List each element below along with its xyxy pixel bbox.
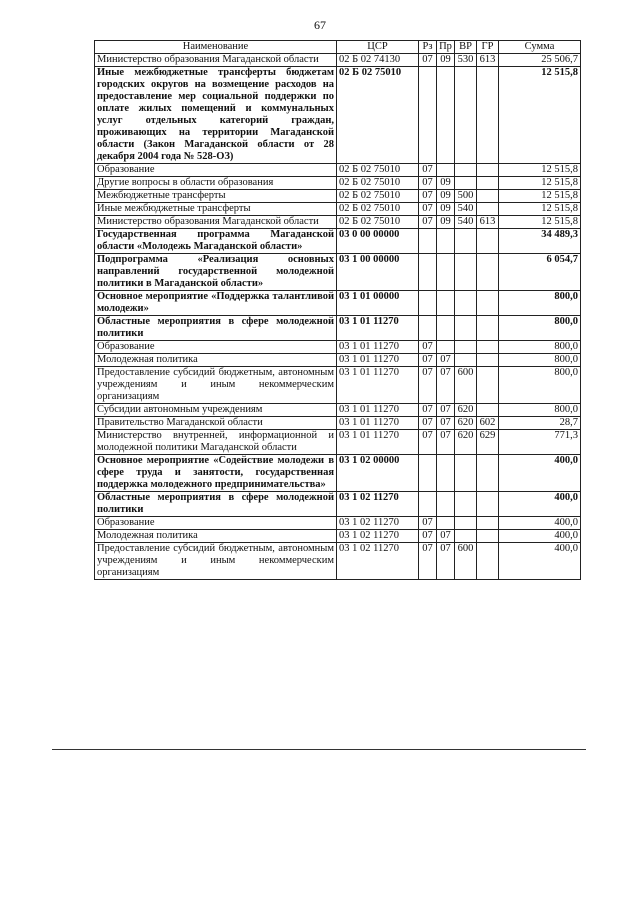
cell-gr: [477, 67, 499, 164]
footer-rule: [52, 749, 586, 750]
cell-name: Иные межбюджетные трансферты бюджетам городских округов на возмещение расходов на предоставление мер социальной поддержки по оплате жилых помещений и коммунальных услуг отдельных категорий граждан, проживающих на территории Магаданской области (Закон Магаданской области от 28 декабря 2004 года № 528-ОЗ): [95, 67, 337, 164]
table-row: [95, 254, 581, 291]
cell-vr: 540: [455, 203, 477, 216]
cell-gr: [477, 291, 499, 316]
cell-name: Министерство внутренней, информационной и молодежной политики Магаданской области: [95, 430, 337, 455]
cell-sum: 12 515,8: [499, 67, 581, 164]
table-row: [95, 190, 581, 203]
cell-name: Иные межбюджетные трансферты: [95, 203, 337, 216]
cell-gr: [477, 341, 499, 354]
column-header-pr: Пр: [437, 41, 455, 54]
cell-pr: 09: [437, 216, 455, 229]
cell-pr: [437, 316, 455, 341]
cell-rz: 07: [419, 543, 437, 580]
page-number: 67: [314, 18, 326, 32]
cell-csr: 02 Б 02 75010: [337, 177, 419, 190]
cell-rz: [419, 291, 437, 316]
cell-gr: [477, 543, 499, 580]
table-row: [95, 354, 581, 367]
cell-name: Подпрограмма «Реализация основных направлений государственной молодежной политики в Магаданской области»: [95, 254, 337, 291]
cell-csr: 03 0 00 00000: [337, 229, 419, 254]
cell-gr: [477, 367, 499, 404]
cell-gr: 602: [477, 417, 499, 430]
cell-pr: [437, 254, 455, 291]
column-header-csr: ЦСР: [337, 41, 419, 54]
cell-rz: [419, 229, 437, 254]
cell-csr: 03 1 01 11270: [337, 404, 419, 417]
cell-sum: 34 489,3: [499, 229, 581, 254]
cell-gr: [477, 254, 499, 291]
cell-csr: 03 1 02 11270: [337, 543, 419, 580]
cell-sum: 12 515,8: [499, 203, 581, 216]
cell-rz: [419, 316, 437, 341]
cell-rz: 07: [419, 190, 437, 203]
cell-name: Предоставление субсидий бюджетным, автономным учреждениям и иным некоммерческим организациям: [95, 543, 337, 580]
cell-rz: 07: [419, 164, 437, 177]
cell-gr: [477, 177, 499, 190]
cell-gr: 613: [477, 216, 499, 229]
cell-name: Молодежная политика: [95, 354, 337, 367]
cell-rz: 07: [419, 430, 437, 455]
cell-gr: [477, 203, 499, 216]
cell-vr: [455, 530, 477, 543]
cell-name: Образование: [95, 517, 337, 530]
cell-pr: [437, 67, 455, 164]
cell-gr: [477, 404, 499, 417]
cell-pr: 07: [437, 367, 455, 404]
cell-sum: 12 515,8: [499, 190, 581, 203]
cell-sum: 771,3: [499, 430, 581, 455]
cell-csr: 03 1 01 11270: [337, 367, 419, 404]
cell-name: Основное мероприятие «Содействие молодежи в сфере труда и занятости, государственная поддержка молодежного предпринимательства»: [95, 455, 337, 492]
cell-csr: 02 Б 02 75010: [337, 216, 419, 229]
cell-gr: [477, 530, 499, 543]
table-row: [95, 404, 581, 417]
cell-pr: [437, 492, 455, 517]
cell-pr: 07: [437, 530, 455, 543]
cell-csr: 02 Б 02 75010: [337, 164, 419, 177]
cell-gr: 613: [477, 54, 499, 67]
cell-csr: 03 1 00 00000: [337, 254, 419, 291]
cell-vr: [455, 316, 477, 341]
table-row: [95, 530, 581, 543]
cell-sum: 400,0: [499, 530, 581, 543]
table-row: [95, 203, 581, 216]
cell-sum: 800,0: [499, 341, 581, 354]
cell-vr: [455, 229, 477, 254]
cell-vr: [455, 164, 477, 177]
cell-name: Предоставление субсидий бюджетным, автономным учреждениям и иным некоммерческим организациям: [95, 367, 337, 404]
table-row: [95, 177, 581, 190]
cell-csr: 03 1 01 11270: [337, 417, 419, 430]
table-row: [95, 54, 581, 67]
budget-table: [94, 40, 581, 580]
cell-gr: [477, 316, 499, 341]
cell-rz: 07: [419, 177, 437, 190]
cell-rz: 07: [419, 530, 437, 543]
cell-vr: [455, 455, 477, 492]
cell-sum: 400,0: [499, 492, 581, 517]
cell-vr: [455, 254, 477, 291]
column-header-vr: ВР: [455, 41, 477, 54]
table-row: [95, 492, 581, 517]
cell-name: Областные мероприятия в сфере молодежной политики: [95, 316, 337, 341]
column-header-name: Наименование: [95, 41, 337, 54]
cell-sum: 400,0: [499, 517, 581, 530]
table-row: [95, 430, 581, 455]
cell-rz: 07: [419, 367, 437, 404]
column-header-sum: Сумма: [499, 41, 581, 54]
cell-vr: [455, 291, 477, 316]
cell-pr: [437, 229, 455, 254]
cell-pr: [437, 341, 455, 354]
cell-name: Молодежная политика: [95, 530, 337, 543]
cell-sum: 12 515,8: [499, 164, 581, 177]
cell-name: Образование: [95, 341, 337, 354]
cell-csr: 02 Б 02 75010: [337, 190, 419, 203]
cell-csr: 02 Б 02 74130: [337, 54, 419, 67]
cell-sum: 800,0: [499, 367, 581, 404]
cell-csr: 03 1 02 11270: [337, 492, 419, 517]
cell-sum: 400,0: [499, 543, 581, 580]
cell-vr: 620: [455, 417, 477, 430]
cell-rz: 07: [419, 354, 437, 367]
table-row: [95, 291, 581, 316]
cell-name: Правительство Магаданской области: [95, 417, 337, 430]
table-row: [95, 67, 581, 164]
cell-pr: 07: [437, 417, 455, 430]
cell-csr: 03 1 01 11270: [337, 341, 419, 354]
cell-sum: 800,0: [499, 404, 581, 417]
cell-gr: [477, 517, 499, 530]
cell-vr: [455, 492, 477, 517]
cell-gr: [477, 229, 499, 254]
cell-name: Министерство образования Магаданской области: [95, 216, 337, 229]
table-row: [95, 417, 581, 430]
cell-csr: 03 1 01 11270: [337, 354, 419, 367]
column-header-rz: Рз: [419, 41, 437, 54]
cell-pr: 07: [437, 354, 455, 367]
cell-rz: 07: [419, 417, 437, 430]
cell-name: Основное мероприятие «Поддержка талантливой молодежи»: [95, 291, 337, 316]
cell-name: Областные мероприятия в сфере молодежной политики: [95, 492, 337, 517]
cell-vr: 620: [455, 430, 477, 455]
cell-rz: 07: [419, 404, 437, 417]
cell-pr: 09: [437, 203, 455, 216]
cell-gr: [477, 164, 499, 177]
table-row: [95, 517, 581, 530]
cell-sum: 800,0: [499, 316, 581, 341]
cell-pr: 07: [437, 404, 455, 417]
cell-name: Субсидии автономным учреждениям: [95, 404, 337, 417]
cell-sum: 12 515,8: [499, 177, 581, 190]
cell-rz: 07: [419, 341, 437, 354]
cell-vr: 620: [455, 404, 477, 417]
table-row: [95, 164, 581, 177]
cell-sum: 28,7: [499, 417, 581, 430]
cell-name: Межбюджетные трансферты: [95, 190, 337, 203]
cell-pr: 09: [437, 177, 455, 190]
cell-sum: 800,0: [499, 354, 581, 367]
cell-sum: 12 515,8: [499, 216, 581, 229]
table-body: [95, 54, 581, 580]
cell-rz: [419, 67, 437, 164]
cell-name: Образование: [95, 164, 337, 177]
cell-vr: 540: [455, 216, 477, 229]
cell-csr: 02 Б 02 75010: [337, 67, 419, 164]
cell-name: Другие вопросы в области образования: [95, 177, 337, 190]
cell-gr: 629: [477, 430, 499, 455]
cell-csr: 03 1 01 11270: [337, 316, 419, 341]
cell-csr: 03 1 01 11270: [337, 430, 419, 455]
cell-sum: 6 054,7: [499, 254, 581, 291]
cell-pr: 09: [437, 190, 455, 203]
table-row: [95, 543, 581, 580]
cell-pr: [437, 455, 455, 492]
cell-rz: 07: [419, 517, 437, 530]
cell-vr: 600: [455, 367, 477, 404]
cell-csr: 03 1 02 00000: [337, 455, 419, 492]
cell-rz: 07: [419, 216, 437, 229]
cell-rz: [419, 455, 437, 492]
cell-sum: 800,0: [499, 291, 581, 316]
cell-gr: [477, 190, 499, 203]
cell-name: Государственная программа Магаданской области «Молодежь Магаданской области»: [95, 229, 337, 254]
cell-sum: 400,0: [499, 455, 581, 492]
cell-rz: 07: [419, 54, 437, 67]
cell-name: Министерство образования Магаданской области: [95, 54, 337, 67]
cell-gr: [477, 455, 499, 492]
cell-csr: 02 Б 02 75010: [337, 203, 419, 216]
table-row: [95, 316, 581, 341]
cell-rz: [419, 492, 437, 517]
cell-sum: 25 506,7: [499, 54, 581, 67]
cell-pr: [437, 164, 455, 177]
cell-csr: 03 1 01 00000: [337, 291, 419, 316]
column-header-gr: ГР: [477, 41, 499, 54]
cell-pr: 07: [437, 430, 455, 455]
table-row: [95, 229, 581, 254]
table-header-row: [95, 41, 581, 54]
cell-vr: 600: [455, 543, 477, 580]
cell-vr: 500: [455, 190, 477, 203]
cell-vr: [455, 354, 477, 367]
cell-rz: 07: [419, 203, 437, 216]
cell-csr: 03 1 02 11270: [337, 517, 419, 530]
cell-pr: [437, 291, 455, 316]
cell-pr: 07: [437, 543, 455, 580]
cell-gr: [477, 492, 499, 517]
cell-vr: [455, 517, 477, 530]
cell-pr: [437, 517, 455, 530]
table-row: [95, 216, 581, 229]
cell-csr: 03 1 02 11270: [337, 530, 419, 543]
cell-rz: [419, 254, 437, 291]
cell-pr: 09: [437, 54, 455, 67]
cell-gr: [477, 354, 499, 367]
cell-vr: [455, 341, 477, 354]
cell-vr: 530: [455, 54, 477, 67]
table-row: [95, 455, 581, 492]
table-row: [95, 367, 581, 404]
cell-vr: [455, 67, 477, 164]
cell-vr: [455, 177, 477, 190]
table-row: [95, 341, 581, 354]
